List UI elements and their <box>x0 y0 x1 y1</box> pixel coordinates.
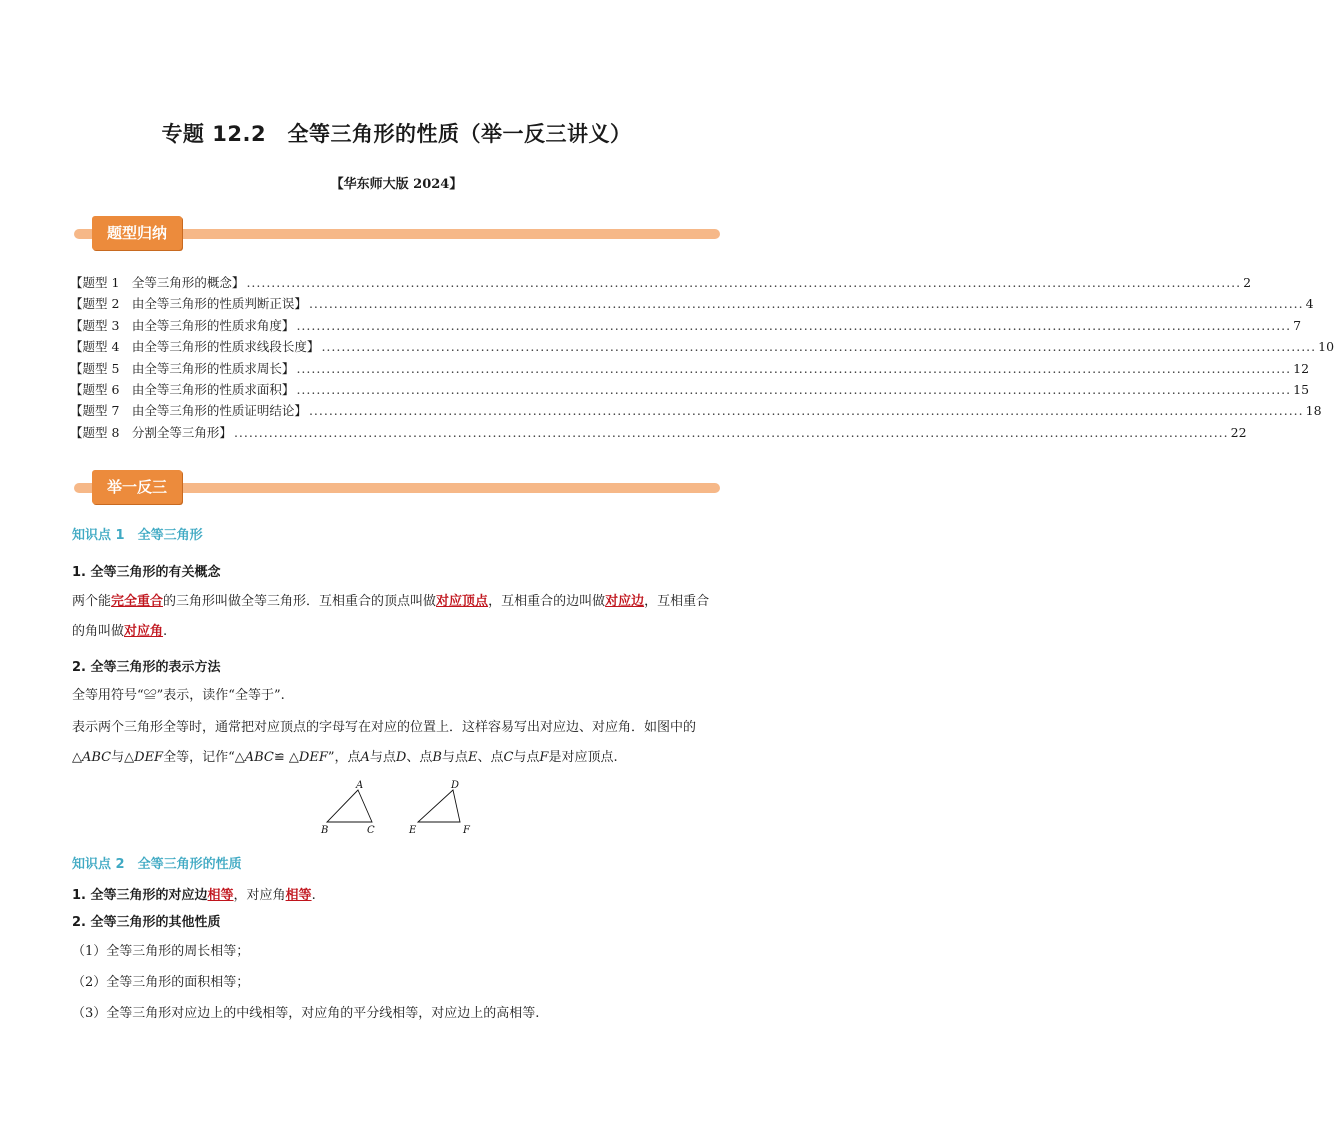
edition-label: 【华东师大版 2024】 <box>330 177 463 192</box>
page-title: 专题 12.2 全等三角形的性质（举一反三讲义） <box>161 122 632 146</box>
toc-leader: ........................................................................................................................................................................................................ <box>308 403 1304 419</box>
property-item-3: （3）全等三角形对应边上的中线相等，对应角的平分线相等，对应边上的高相等. <box>72 1006 540 1021</box>
toc-item-5[interactable] <box>70 359 1310 380</box>
toc-label: 【题型 3 由全等三角形的性质求角度】 <box>70 317 295 333</box>
toc-label: 【题型 5 由全等三角形的性质求周长】 <box>70 360 295 376</box>
toc-leader: ........................................................................................................................................................................................................ <box>308 296 1304 312</box>
text: ，互相重合的角叫做 <box>72 594 710 639</box>
toc-page: 18 <box>1305 403 1322 419</box>
concept-heading: 1. 全等三角形的有关概念 <box>72 565 221 580</box>
congruent-triangles-figure <box>315 778 485 838</box>
toc-item-2[interactable] <box>70 294 1314 315</box>
keyword: 对应顶点 <box>436 594 489 609</box>
toc-page: 10 <box>1318 339 1334 355</box>
toc-label: 【题型 1 全等三角形的概念】 <box>70 275 245 290</box>
text: 1. 全等三角形的对应边 <box>72 888 208 903</box>
property-item-2: （2）全等三角形的面积相等； <box>72 975 250 990</box>
text: 、点 <box>406 750 433 765</box>
notation-explanation <box>72 713 720 773</box>
label-b: B <box>321 825 329 836</box>
toc-label: 【题型 6 由全等三角形的性质求面积】 <box>70 381 295 397</box>
toc-item-6[interactable] <box>70 380 1310 401</box>
knowledge-point-1-title: 知识点 1 全等三角形 <box>72 528 203 543</box>
toc-page: 22 <box>1230 424 1247 440</box>
toc-item-3[interactable] <box>70 316 1302 337</box>
text: ，互相重合的边叫做 <box>488 594 606 609</box>
math: DEF <box>298 750 328 765</box>
math: ABC <box>82 750 112 765</box>
text: 与点 <box>441 750 468 765</box>
banner-tag: 举一反三 <box>92 470 182 504</box>
text: 表示两个三角形全等时，通常把对应顶点的字母写在对应的位置上．这样容易写出对应边、对应角．如图中的△ <box>72 720 697 765</box>
math: A <box>360 750 370 765</box>
toc-leader: ........................................................................................................................................................................................................ <box>296 360 1292 376</box>
label-a: A <box>356 780 364 791</box>
toc-leader: ........................................................................................................................................................................................................ <box>233 424 1229 440</box>
definition-paragraph <box>72 587 720 647</box>
math: E <box>467 750 478 765</box>
math: ABC <box>244 750 274 765</box>
toc-page: 7 <box>1293 317 1302 333</box>
keyword: 对应边 <box>605 594 645 609</box>
text: 与点 <box>369 750 396 765</box>
toc-label: 【题型 4 由全等三角形的性质求线段长度】 <box>70 339 320 355</box>
text: 全等，记作“△ <box>163 750 245 765</box>
text: . <box>163 624 168 639</box>
toc-item-8[interactable] <box>70 423 1247 444</box>
label-e: E <box>409 825 417 836</box>
toc-leader: ........................................................................................................................................................................................................ <box>246 275 1242 290</box>
toc-leader: ........................................................................................................................................................................................................ <box>296 381 1292 397</box>
toc-page: 4 <box>1305 296 1314 312</box>
toc-page: 2 <box>1243 275 1252 290</box>
label-f: F <box>463 825 470 836</box>
math: D <box>395 750 407 765</box>
toc-label: 【题型 7 由全等三角形的性质证明结论】 <box>70 403 307 419</box>
math: C <box>503 750 514 765</box>
text: 、点 <box>477 750 504 765</box>
math: B <box>432 750 442 765</box>
toc-item-1[interactable] <box>70 273 1252 294</box>
table-of-contents <box>70 273 1334 444</box>
toc-item-7[interactable] <box>70 401 1322 422</box>
keyword: 相等 <box>285 888 312 903</box>
toc-page: 15 <box>1293 381 1310 397</box>
text: ≌ △ <box>273 750 299 765</box>
label-c: C <box>367 825 375 836</box>
symbol-line: 全等用符号“≌”表示，读作“全等于”. <box>72 688 285 703</box>
toc-item-4[interactable] <box>70 337 1334 358</box>
knowledge-point-2-title: 知识点 2 全等三角形的性质 <box>72 857 242 872</box>
toc-page: 12 <box>1293 360 1310 376</box>
practice-banner <box>74 468 720 508</box>
toc-label: 【题型 2 由全等三角形的性质判断正误】 <box>70 296 307 312</box>
text: ”，点 <box>327 750 361 765</box>
notation-heading: 2. 全等三角形的表示方法 <box>72 660 221 675</box>
toc-label: 【题型 8 分割全等三角形】 <box>70 424 232 440</box>
label-d: D <box>451 780 460 791</box>
math: F <box>539 750 549 765</box>
text: 是对应顶点. <box>548 750 618 765</box>
text: 两个能 <box>72 594 112 609</box>
text: 与点 <box>513 750 540 765</box>
text: . <box>311 888 316 903</box>
text: ，对应角 <box>233 888 286 903</box>
banner-tag: 题型归纳 <box>92 216 182 250</box>
keyword: 对应角 <box>124 624 164 639</box>
text: 与△ <box>111 750 135 765</box>
math: DEF <box>134 750 164 765</box>
property-line <box>72 884 316 903</box>
toc-leader: ........................................................................................................................................................................................................ <box>296 317 1292 333</box>
toc-leader: ........................................................................................................................................................................................................ <box>321 339 1317 355</box>
keyword: 相等 <box>207 888 234 903</box>
text: 的三角形叫做全等三角形．互相重合的顶点叫做 <box>163 594 437 609</box>
other-properties-heading: 2. 全等三角形的其他性质 <box>72 915 221 930</box>
triangle-def <box>418 790 460 822</box>
property-item-1: （1）全等三角形的周长相等； <box>72 944 250 959</box>
keyword: 完全重合 <box>111 594 164 609</box>
triangle-abc <box>327 790 372 822</box>
toc-banner <box>74 214 720 254</box>
